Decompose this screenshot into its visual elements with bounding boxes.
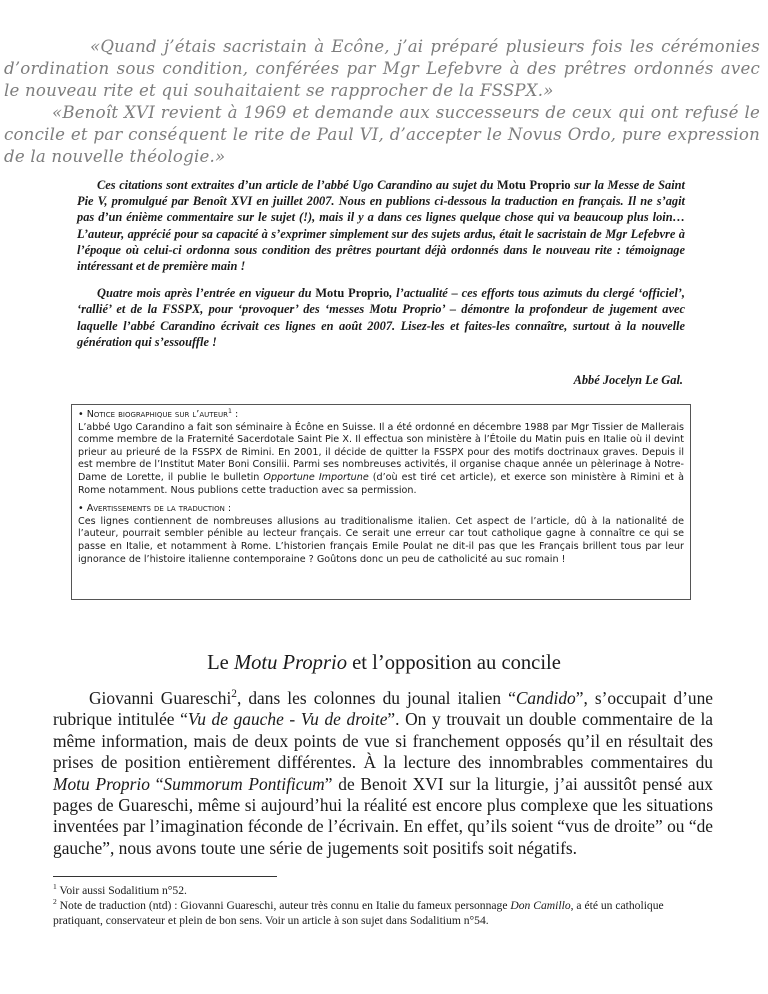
footnote-ref-1[interactable]: 1 bbox=[227, 407, 232, 415]
warning-heading: • Avertissements de la traduction : bbox=[78, 503, 232, 515]
opening-quote bbox=[4, 36, 760, 168]
warning-text: Ces lignes contiennent de nombreuses allusions au traditionalisme italien. Cet aspect de l’article, dû à la nationalité de l’auteur, pourrait sembler pénible au lecteur français. Ce serait une erreur car tout catholique gagne à connaître ce qui se passe en Italie, et notamment à Rome. L’historien français Emile Poulat ne dit-il pas que les Français brillent tous par leur ignorance de l’histoire italienne contemporaine ? Goûtons donc un peu de catholicité au suc romain ! bbox=[78, 515, 684, 565]
quote-paragraph-2: «Benoît XVI revient à 1969 et demande aux successeurs de ceux qui ont refusé le concile et par conséquent le rite de Paul VI, d’accepter le Novus Ordo, pure expression de la nouvelle théologie.» bbox=[4, 103, 760, 166]
author-notice-box bbox=[71, 404, 691, 600]
bio-text: L’abbé Ugo Carandino a fait son séminaire à Écône en Suisse. Il a été ordonné en décembre 1988 par Mgr Tissier de Mallerais comme membre de la Fraternité Sacerdotale Saint Pie X. Il effectua son ministère à l’Étoile du Matin puis en Italie où il devint prieur au prieuré de la FSSPX de Rimini. En 2001, il décide de quitter la FSSPX pour des motifs doctrinaux graves. Depuis il est membre de l’Institut Mater Boni Consilii. Parmi ses nombreuses activités, il organise chaque année un pèlerinage à Notre-Dame de Lorette, il publie le bulletin Opportune Importune (d’où est tiré cet article), et exerce son ministère à Rimini et à Rome notamment. Nous publions cette traduction avec sa permission. bbox=[78, 421, 684, 496]
editor-introduction bbox=[77, 177, 685, 350]
footnote-ref-2[interactable]: 2 bbox=[231, 688, 237, 701]
footnote-divider bbox=[53, 876, 277, 877]
intro-paragraph-2: Quatre mois après l’entrée en vigueur du Motu Proprio, l’actualité – ces efforts tous azimuts du clergé ‘officiel’, ‘rallié’ et de la FSSPX, pour ‘provoquer’ des ‘messes Motu Proprio’ – démontre la profondeur de jugement avec laquelle l’abbé Carandino écrivait ces lignes en août 2007. Lisez-les et faites-les connaître, surtout à la nouvelle génération qui s’essouffle ! bbox=[77, 286, 685, 349]
footnote-2: $^2$ Note de traduction (ntd) : Giovanni Guareschi, auteur très connu en Italie du fameux personnage Don Camillo, a été un catholique pratiquant, conservateur et plein de bon sens. Voir un article à son sujet dans Sodalitium n°54. bbox=[53, 897, 664, 927]
body-text bbox=[53, 688, 713, 859]
section-title: Le Motu Proprio et l’opposition au concile bbox=[207, 652, 561, 674]
signature: Abbé Jocelyn Le Gal. bbox=[573, 373, 683, 387]
bio-heading: • Notice biographique sur l’auteur$^1$ : bbox=[78, 407, 239, 420]
footnote-1: $^1$ Voir aussi Sodalitium n°52. bbox=[53, 882, 187, 897]
body-paragraph: Giovanni Guareschi$^2$, dans les colonnes du jounal italien “Candido”, s’occupait d’une rubrique intitulée “Vu de gauche - Vu de droite”. On y trouvait un double commentaire de la même information, mais de deux points de vue si franchement opposés qu’il en résultait des prises de position entièrement différentes. À la lecture des innombrables commentaires du Motu Proprio “Summorum Pontificum” de Benoit XVI sur la liturgie, j’ai aussitôt pensé aux pages de Guareschi, même si aujourd’hui la réalité est encore plus complexe que les situations inventées par l’imagination féconde de l’écrivain. En effet, qu’ils soient “vus de droite” ou “de gauche”, nous avons toute une série de jugements soit positifs soit négatifs. bbox=[53, 688, 713, 858]
intro-paragraph-1: Ces citations sont extraites d’un article de l’abbé Ugo Carandino au sujet du Motu Proprio sur la Messe de Saint Pie V, promulgué par Benoît XVI en juillet 2007. Nous en publions ci-dessous la traduction en français. Il ne s’agit pas d’un énième commentaire sur le sujet (!), mais il y a dans ces lignes quelque chose qui va beaucoup plus loin… L’auteur, apprécié pour sa capacité à s’exprimer simplement sur des sujets ardus, était le sacristain de Mgr Lefebvre à l’époque où celui-ci ordonna sous condition des prêtres pourtant déjà ordonnés dans le nouveau rite : témoignage intéressant et de première main ! bbox=[77, 178, 685, 274]
quote-paragraph-1: «Quand j’étais sacristain à Ecône, j’ai préparé plusieurs fois les cérémonies d’ordination sous condition, conférées par Mgr Lefebvre à des prêtres ordonnés avec le nouveau rite et qui souhaitaient se rapprocher de la FSSPX.» bbox=[4, 37, 760, 100]
